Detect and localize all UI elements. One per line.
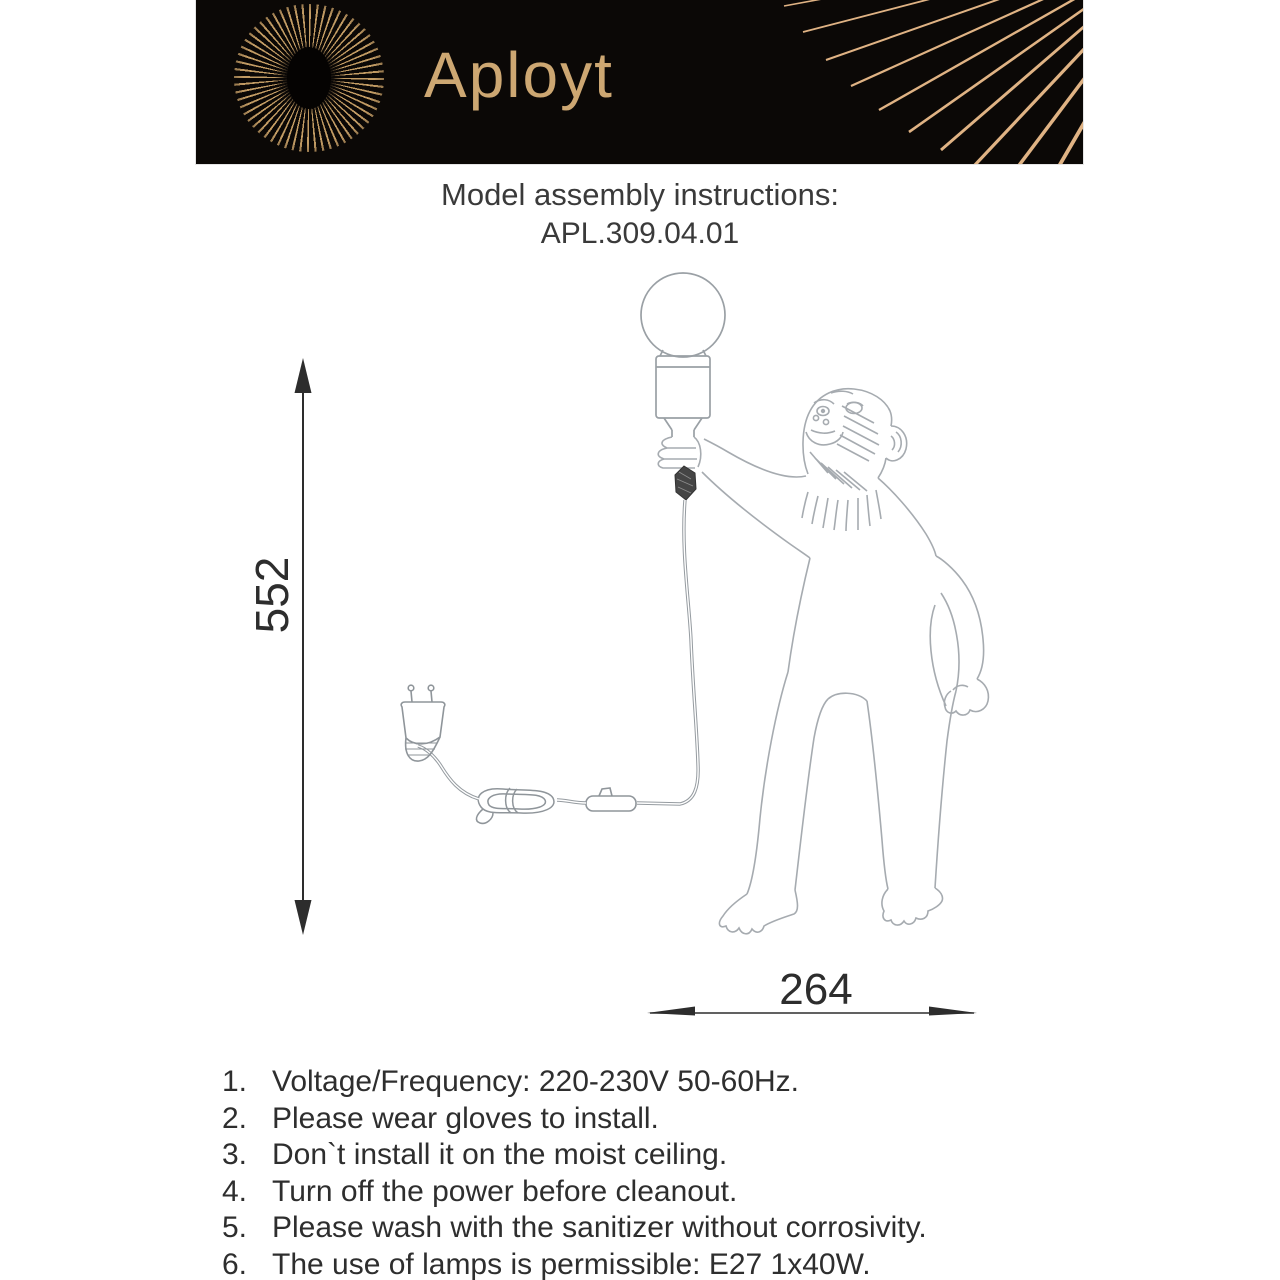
width-dimension-label: 264 xyxy=(779,965,853,1014)
brand-logo-text: Aployt xyxy=(424,39,614,111)
item-text: The use of lamps is permissible: E27 1x40W. xyxy=(272,1247,871,1280)
height-dimension xyxy=(246,358,312,935)
list-item xyxy=(222,1210,1102,1247)
power-cord xyxy=(637,500,698,804)
cord-grip xyxy=(675,466,696,500)
item-text: Voltage/Frequency: 220-230V 50-60Hz. xyxy=(272,1065,800,1098)
title-block xyxy=(0,175,1280,253)
sun-rays-icon xyxy=(196,0,1083,164)
item-number: 4. xyxy=(222,1174,248,1208)
item-number: 3. xyxy=(222,1138,248,1172)
list-item xyxy=(222,1174,1102,1211)
item-number: 1. xyxy=(222,1065,248,1098)
brand-banner xyxy=(196,0,1083,164)
inline-switch xyxy=(586,788,636,811)
item-number: 6. xyxy=(222,1247,248,1280)
monkey-hand-grip xyxy=(658,437,701,468)
instruction-list xyxy=(222,1064,1102,1280)
item-number: 2. xyxy=(222,1101,248,1135)
cord-coil-to-plug xyxy=(418,746,479,799)
assembly-diagram xyxy=(190,260,1090,1060)
monkey-lamp-drawing xyxy=(190,260,1090,1060)
monkey-figure xyxy=(702,389,988,934)
item-text: Don`t install it on the moist ceiling. xyxy=(272,1138,728,1172)
list-item xyxy=(222,1247,1102,1280)
item-text: Turn off the power before cleanout. xyxy=(272,1174,738,1208)
model-number: APL.309.04.01 xyxy=(540,217,740,250)
page-title: Model assembly instructions: xyxy=(441,177,839,212)
height-dimension-label: 552 xyxy=(246,556,298,634)
bulb-and-socket xyxy=(641,273,725,437)
list-item xyxy=(222,1064,1102,1101)
item-number: 5. xyxy=(222,1211,248,1245)
list-item xyxy=(222,1137,1102,1174)
width-dimension xyxy=(647,965,977,1016)
cord-switch-to-coil xyxy=(557,800,586,803)
item-text: Please wear gloves to install. xyxy=(272,1101,659,1135)
item-text: Please wash with the sanitizer without corrosivity. xyxy=(272,1211,927,1245)
list-item xyxy=(222,1101,1102,1138)
cable-coil xyxy=(476,788,554,823)
